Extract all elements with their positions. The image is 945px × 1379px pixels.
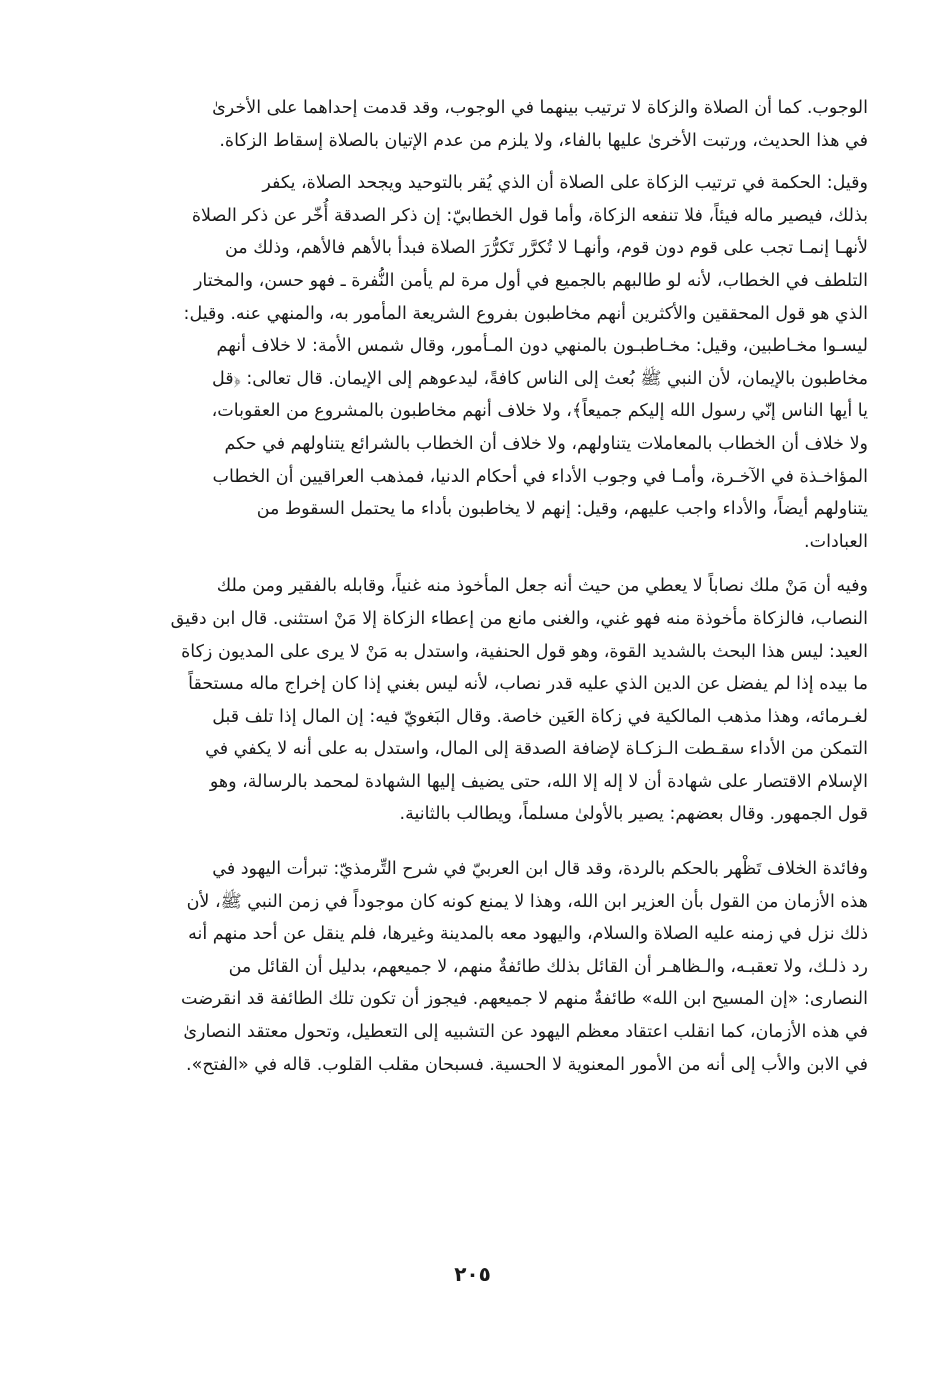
paragraph-1: الوجوب. كما أن الصلاة والزكاة لا ترتيب بينهما في الوجوب، وقد قدمت إحداهما على الأخرىٰ في هذا الحديث، ورتبت الأخرىٰ عليها بالفاء، ولا يلزم من عدم الإتيان بالصلاة إسقاط الزكاة. (212, 98, 868, 151)
paragraph-2: وقيل: الحكمة في ترتيب الزكاة على الصلاة أن الذي يُقر بالتوحيد ويجحد الصلاة، يكفر بذلك، فيصير ماله فيئاً، فلا تنفعه الزكاة، وأما قول الخطابيّ: إن ذكر الصدقة أُخّر عن ذكر الصلاة لأنهـا إنمـا تجب على قوم دون قوم، وأنهـا لا تُكرَّر تَكرُّرَ الصلاة فبدأ بالأهم فالأهم، وذلك من التلطف في الخطاب، لأنه لو طالبهم بالجميع في أول مرة لم يأمن النُّفرة ـ فهو حسن، والمختار الذي هو قول المحققين والأكثرين أنهم مخاطبون بفروع الشريعة المأمور به، والمنهي عنه. وقيل: ليسـوا مخـاطبين، وقيل: مخـاطبـون بالمنهي دون المـأمور، وقال شمس الأمة: لا خلاف أنهم مخاطبون بالإيمان، لأن النبي ﷺ بُعث إلى الناس كافةً، ليدعوهم إلى الإيمان. قال تعالى: ﴿قل يا أيها الناس إنّي رسول الله إليكم جميعاً﴾، ولا خلاف أنهم مخاطبون بالمشروع من العقوبات، ولا خلاف أن الخطاب بالمعاملات يتناولهم، ولا خلاف أن الخطاب بالشرائع يتناولهم في حكم المؤاخـذة في الآخـرة، وأمـا في وجوب الأداء في أحكام الدنيا، فمذهب العراقيين أن الخطاب يتناولهم أيضاً، والأداء واجب عليهم، وقيل: إنهم لا يخاطبون بأداء ما يحتمل السقوط من العبادات. (183, 173, 868, 552)
paragraph-3: وفيه أن مَنْ ملك نصاباً لا يعطي من حيث أنه جعل المأخوذ منه غنياً، وقابله بالفقير ومن ملك النصاب، فالزكاة مأخوذة منه فهو غني، والغنى مانع من إعطاء الزكاة إلا مَنْ استثنى. قال ابن دقيق العيد: ليس هذا البحث بالشديد القوة، وهو قول الحنفية، واستدل به مَنْ لا يرى على المديون زكاة ما بيده إذا لم يفضل عن الدين الذي عليه قدر نصاب، لأنه ليس بغني إذا كان إخراج ماله مستحقاً لغـرمائه، وهذا مذهب المالكية في زكاة العَين خاصة. وقال البَغويّ فيه: إن المال إذا تلف قبل التمكن من الأداء سقـطت الـزكـاة لإضافة الصدقة إلى المال، واستدل به على أنه لا يكفي في الإسلام الاقتصار على شهادة أن لا إله إلا الله، حتى يضيف إليها الشهادة لمحمد بالرسالة، وهو قول الجمهور. وقال بعضهم: يصير بالأولىٰ مسلماً، ويطالب بالثانية. (170, 576, 868, 825)
paragraph-4: وفائدة الخلاف تَظْهر بالحكم بالردة، وقد قال ابن العربيّ في شرح التِّرمذيّ: تبرأت اليهود في هذه الأزمان من القول بأن العزير ابن الله، وهذا لا يمنع كونه كان موجوداً في زمن النبي ﷺ، لأن ذلك نزل في زمنه عليه الصلاة والسلام، واليهود معه بالمدينة وغيرها، فلم ينقل عن أحد منهم أنه رد ذلـك، ولا تعقبـه، والـظاهـر أن القائل بذلك طائفةٌ منهم، لا جميعهم، بدليل أن القائل من النصارى: «إن المسيح ابن الله» طائفةٌ منهم لا جميعهم. فيجوز أن تكون تلك الطائفة قد انقرضت في هذه الأزمان، كما انقلب اعتقاد معظم اليهود عن التشبيه إلى التعطيل، وتحول معتقد النصارىٰ في الابن والأب إلى أنه من الأمور المعنوية لا الحسية. فسبحان مقلب القلوب. قاله في «الفتح». (181, 859, 868, 1075)
page-body (98, 92, 868, 1081)
page-number: ٢٠٥ (454, 1262, 491, 1286)
